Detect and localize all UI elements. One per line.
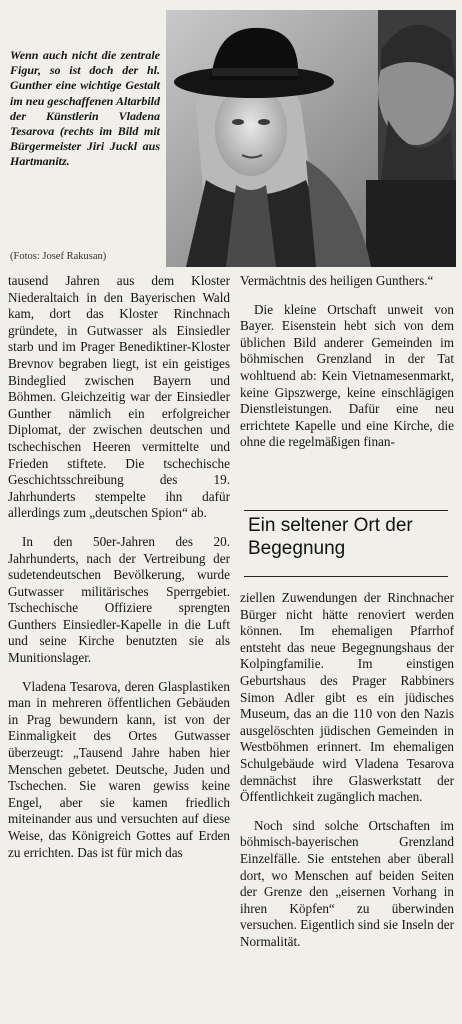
paragraph: Vermächtnis des heiligen Gunthers.“ [240,273,434,288]
photo-credit: (Fotos: Josef Rakusan) [10,251,107,262]
paragraph: Noch sind solche Ortschaften im böhmisch-bayerischen Grenzland Einzelfälle. Sie entstehen aber überall dort, wo Menschen auf beiden Seiten der Grenze den „eisernen Vorhang in ihren Köpfen“ zu überwinden versuchen. Eigentlich sind sie Inseln der Normalität. [240,817,454,949]
paragraph: tausend Jahren aus dem Kloster Niederaltaich in den Bayerischen Wald kam, dort das Kloster Rinchnach gründete, in Gutwasser als Einsiedler starb und im Prager Benediktiner-Kloster Brevnov begraben liegt, ist ein geistiges Bindeglied zwischen Bayern und Böhmen. Gleichzeitig war der Einsiedler Gunther nämlich ein erfolgreicher Diplomat, der zwischen deutschen und tschechischen Heeren vermittelte und Frieden stiftete. Die tschechische Geschichtsschreibung des 19. Jahrhunderts stempelte ihn dafür allerdings zum „deutschen Spion“ ab. [8,273,230,521]
article-column-right-top [240,273,454,451]
article-photo [166,10,456,267]
photo-illustration [166,10,456,267]
paragraph: ziellen Zuwendungen der Rinchnacher Bürger nicht hätte renoviert werden können. Im ehemaligen Pfarrhof entsteht das neue Begegnungshaus der Kolpingfamilie. Im einstigen Geburtshaus des Prager Rabbiners Simon Adler gibt es ein jüdisches Museum, das an die 110 von den Nazis ausgelöschten jüdischen Gemeinden in Westböhmen erinnert. Im ehemaligen Schulgebäude wird Vladena Tesarova demnächst ihre Glaswerkstatt der Öffentlichkeit zugänglich machen. [240,590,454,805]
paragraph: In den 50er-Jahren des 20. Jahrhunderts, nach der Vertreibung der sudetendeutschen Bevölkerung, wurde Gutwasser militärisches Sperrgebiet. Tschechische Offiziere sprengten Gunthers Einsiedler-Kapelle in die Luft und seine Kirche benutzten sie als Munitionslager. [8,533,230,666]
subheading-rule-top [244,510,448,511]
photo-caption-text: Wenn auch nicht die zentrale Figur, so ist doch der hl. Gunther eine wichtige Gestalt im neu geschaffenen Altarbild der Künstlerin Vladena Tesarova (rechts im Bild mit Bürgermeister Jiri Juckl aus Hartmanitz. [10,48,160,169]
article-column-right-bottom [240,590,454,950]
paragraph: Die kleine Ortschaft unweit von Bayer. Eisenstein hebt sich von dem üblichen Bild anderer Gemeinden im böhmischen Grenzland in der Tat wohltuend ab: Kein Vietnamesenmarkt, keine Gipszwerge, keine einschlägigen Dienstleistungen. Dafür eine neu errichtete Kapelle und eine Kirche, die ohne die regelmäßigen finan- [240,301,454,450]
subheading-rule-bottom [244,576,448,577]
photo-caption [10,48,160,170]
paragraph: Vladena Tesarova, deren Glasplastiken man in mehreren öffentlichen Gebäuden in Prag bewundern kann, ist von der Einmaligkeit des Ortes Gutwasser überzeugt: „Tausend Jahre haben hier Menschen gebetet. Deutsche, Juden und Tschechen. Sie waren gewiss keine Engel, aber sie kamen friedlich miteinander aus und versuchten auf diese Weise, das Königreich Gottes auf Erden zu errichten. Das ist für mich das [8,678,230,860]
article-subheading: Ein seltener Ort der Begegnung [248,515,413,559]
article-column-left [8,273,230,861]
